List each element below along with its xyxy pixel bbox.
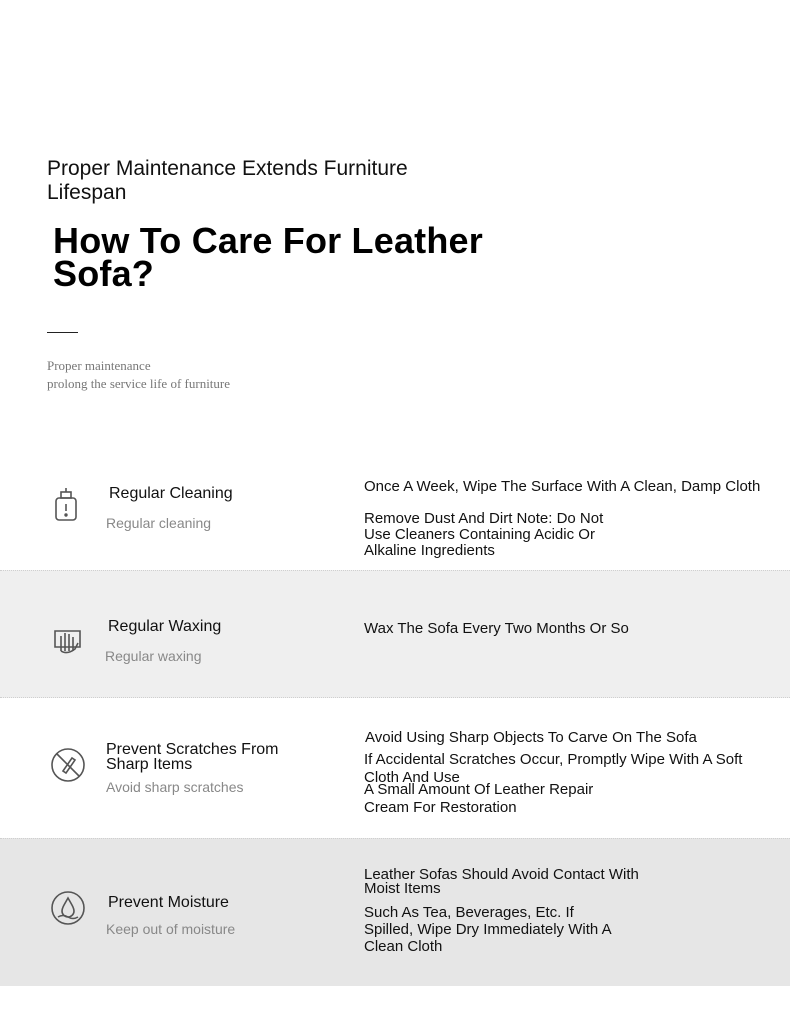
- care-item-cleaning: [0, 460, 790, 570]
- item-desc-2: If Accidental Scratches Occur, Promptly Wipe With A Soft Cloth And Use: [364, 751, 743, 786]
- divider: [47, 332, 78, 333]
- tagline: [47, 357, 347, 393]
- item-desc-2: Remove Dust And Dirt Note: Do Not Use Cleaners Containing Acidic Or Alkaline Ingredients: [364, 510, 604, 559]
- spray-bottle-icon: [50, 486, 86, 522]
- item-subtitle: Regular cleaning: [106, 515, 212, 531]
- item-desc-1: Once A Week, Wipe The Surface With A Clean, Damp Cloth: [364, 478, 761, 495]
- item-subtitle: Regular waxing: [105, 648, 202, 664]
- item-desc-1: Avoid Using Sharp Objects To Carve On The Sofa: [365, 729, 697, 746]
- item-title: Prevent Scratches From Sharp Items: [106, 741, 279, 773]
- page-title: How To Care For Leather Sofa?: [53, 220, 483, 294]
- tagline-line-1: Proper maintenance: [47, 358, 151, 373]
- item-desc-1: Leather Sofas Should Avoid Contact With Moist Items: [364, 866, 639, 897]
- item-subtitle: Avoid sharp scratches: [106, 779, 244, 795]
- water-drop-icon: [50, 890, 86, 926]
- item-desc-3: A Small Amount Of Leather Repair Cream For Restoration: [364, 781, 594, 816]
- care-item-waxing: [0, 570, 790, 698]
- care-item-scratches: [0, 697, 790, 837]
- item-subtitle: Keep out of moisture: [106, 921, 236, 937]
- item-desc-2: Such As Tea, Beverages, Etc. If Spilled, Wipe Dry Immediately With A Clean Cloth: [364, 904, 611, 955]
- waxing-hand-icon: [50, 621, 86, 657]
- item-title: Regular Cleaning: [109, 485, 233, 502]
- page-subtitle: Proper Maintenance Extends Furniture Lifespan: [47, 157, 408, 204]
- no-sharp-objects-icon: [50, 747, 86, 783]
- item-title: Regular Waxing: [108, 618, 222, 635]
- care-item-moisture: [0, 838, 790, 986]
- item-desc-1: Wax The Sofa Every Two Months Or So: [364, 620, 629, 637]
- item-title: Prevent Moisture: [108, 894, 229, 911]
- tagline-line-2: prolong the service life of furniture: [47, 376, 231, 391]
